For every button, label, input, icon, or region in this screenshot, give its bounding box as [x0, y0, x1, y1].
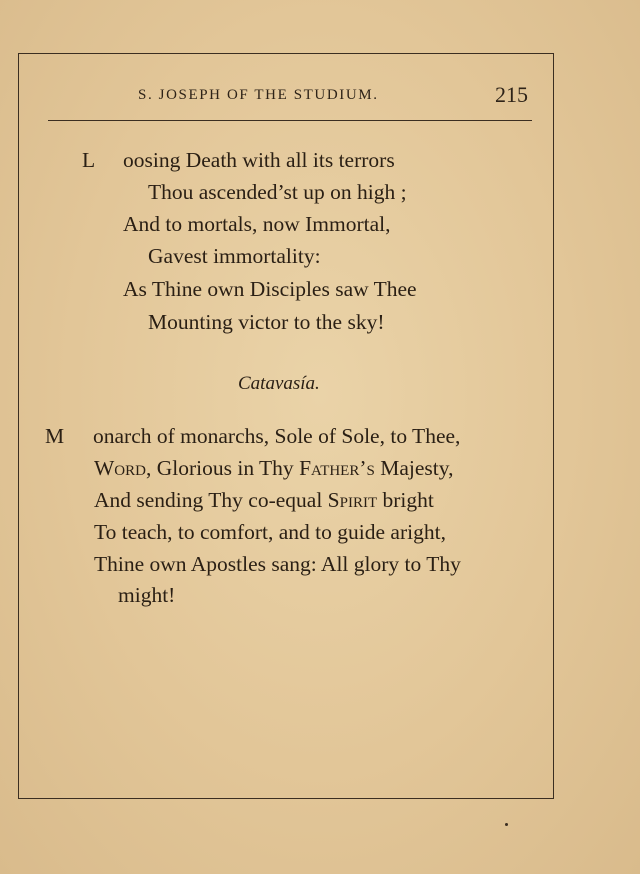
verse-line: To teach, to comfort, and to guide aright, — [94, 520, 446, 544]
small-caps-word: Father’s — [299, 456, 375, 480]
verse-fragment: Glorious in Thy — [151, 456, 300, 480]
verse-line: might! — [118, 583, 176, 607]
running-head — [48, 80, 532, 114]
verse-line — [94, 490, 434, 512]
verse-fragment: Majesty, — [374, 456, 454, 480]
small-caps-word: Spirit — [327, 488, 378, 512]
stanza-initial: M — [45, 424, 65, 448]
verse-fragment: And sending Thy co-equal — [94, 488, 328, 512]
section-heading: Catavasía. — [238, 373, 320, 394]
verse-line — [94, 458, 453, 480]
verse-line: Thou ascended’st up on high ; — [148, 180, 407, 204]
verse-line: oosing Death with all its terrors — [123, 148, 395, 172]
verse-fragment: bright — [377, 488, 434, 512]
small-caps-word: Word, — [94, 456, 152, 480]
stanza-initial: L — [82, 148, 96, 172]
verse-line: onarch of monarchs, Sole of Sole, to Thee, — [93, 424, 461, 448]
header-rule — [48, 120, 532, 121]
verse-line: Thine own Apostles sang: All glory to Thy — [94, 552, 461, 576]
running-title: S. JOSEPH OF THE STUDIUM. — [138, 87, 379, 103]
verse-line: As Thine own Disciples saw Thee — [123, 277, 417, 301]
verse-line: Gavest immortality: — [148, 244, 321, 268]
paper-speck — [505, 823, 508, 826]
verse-line: And to mortals, now Immortal, — [123, 212, 391, 236]
page-number: 215 — [495, 82, 528, 107]
verse-line: Mounting victor to the sky! — [148, 310, 385, 334]
